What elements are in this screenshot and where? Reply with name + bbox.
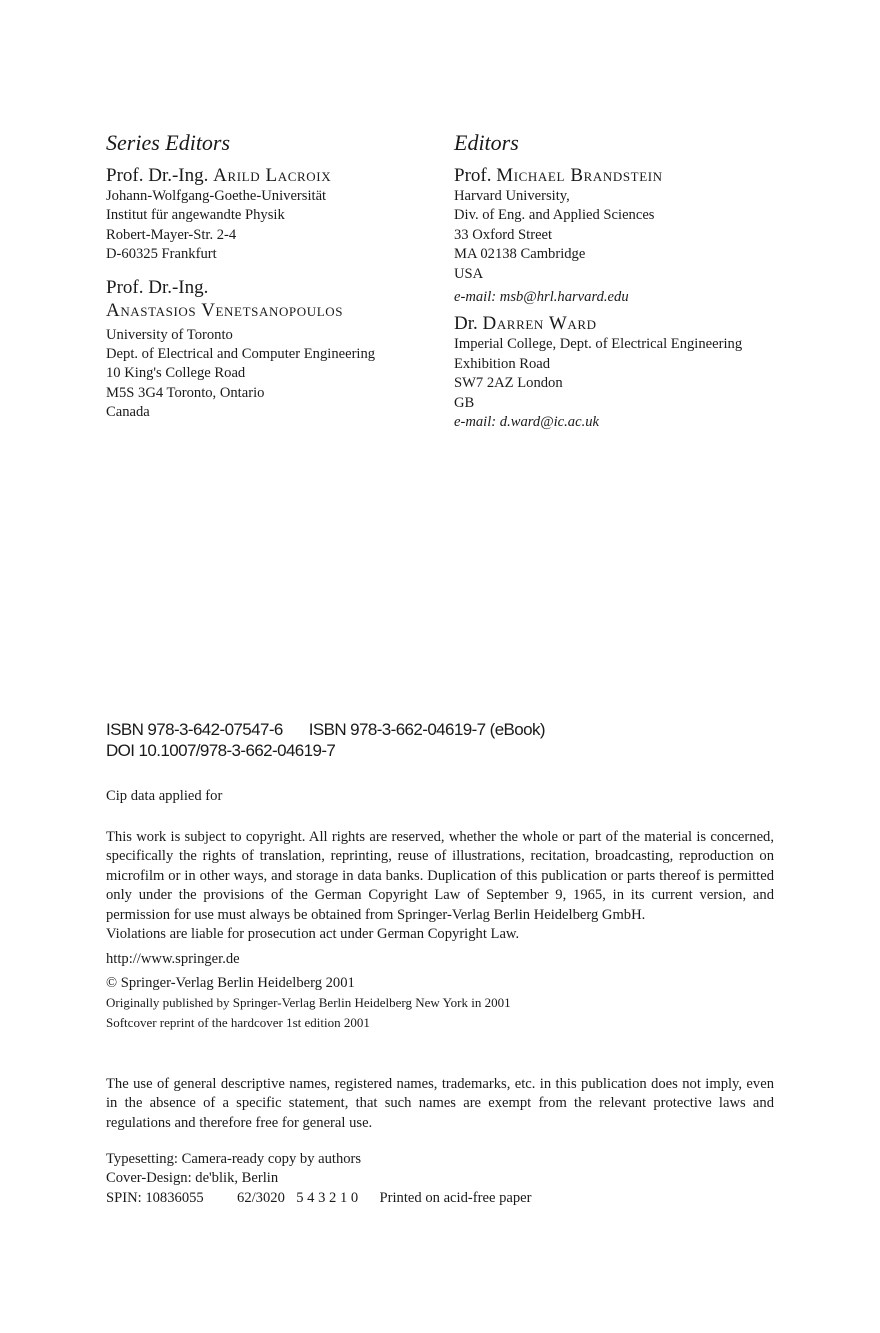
isbn-print: ISBN 978-3-642-07547-6 [106,720,283,739]
violations-notice: Violations are liable for prosecution act under German Copyright Law. [106,926,520,943]
isbn-block [106,719,545,761]
editor-1 [454,164,854,307]
editor-1-email: e-mail: msb@hrl.harvard.edu [454,289,629,306]
address-line: GB [454,394,475,411]
series-editors-heading: Series Editors [106,130,231,155]
address-line: Imperial College, Dept. of Electrical Engineering [454,336,743,353]
trademark-block [106,1075,774,1133]
address-line: 33 Oxford Street [454,226,553,243]
spin-code: 62/3020 [237,1189,285,1206]
editor-2-fullname: Darren Ward [482,313,597,335]
series-editor-1-fullname: Arild Lacroix [213,165,332,186]
series-editors-column [106,130,436,424]
spin-paper: Printed on acid-free paper [379,1189,532,1206]
address-line: USA [454,265,484,282]
address-line: MA 02138 Cambridge [454,246,586,263]
series-editor-2-fullname: Anastasios Venetsanopoulos [106,299,344,321]
editor-2-name [454,312,854,335]
series-editor-2-address [106,326,436,423]
isbn-row [106,719,545,740]
address-line: M5S 3G4 Toronto, Ontario [106,384,265,401]
address-line: Div. of Eng. and Applied Sciences [454,207,655,224]
series-editor-1-address [106,187,436,265]
editor-2 [454,312,854,432]
series-editor-1-title: Prof. Dr.-Ing. [106,165,209,186]
editor-1-fullname: Michael Brandstein [496,165,663,186]
production-block [106,1150,774,1208]
trademark-notice: The use of general descriptive names, registered names, trademarks, etc. in this publication does not imply, even in the absence of a specific statement, that such names are exempt from the relevant protective laws and regulations and therefore free for general use. [106,1076,774,1131]
editors-column [454,130,854,433]
editor-2-address [454,335,854,413]
editor-1-name [454,164,854,187]
address-line: Robert-Mayer-Str. 2-4 [106,226,237,243]
editor-2-title: Dr. [454,313,478,335]
address-line: Harvard University, [454,188,570,204]
cover-design-line: Cover-Design: de'blik, Berlin [106,1170,279,1187]
address-line: Johann-Wolfgang-Goethe-Universität [106,188,327,204]
address-line: Institut für angewandte Physik [106,207,285,224]
series-editor-1 [106,164,436,265]
spin-line [106,1189,774,1208]
editor-2-email: e-mail: d.ward@ic.ac.uk [454,414,600,431]
series-editor-1-name [106,164,436,187]
address-line: 10 King's College Road [106,365,246,382]
editor-1-title: Prof. [454,165,492,186]
address-line: University of Toronto [106,326,233,343]
address-line: Dept. of Electrical and Computer Engineering [106,346,376,363]
doi: DOI 10.1007/978-3-662-04619-7 [106,741,336,760]
originally-published: Originally published by Springer-Verlag Berlin Heidelberg New York in 2001 [106,995,511,1011]
series-editor-2-name [106,299,436,322]
softcover-reprint: Softcover reprint of the hardcover 1st edition 2001 [106,1014,370,1030]
address-line: SW7 2AZ London [454,375,563,392]
publisher-url[interactable]: http://www.springer.de [106,951,240,968]
series-editor-2-title: Prof. Dr.-Ing. [106,276,209,298]
editor-1-address [454,187,854,284]
address-line: Canada [106,404,150,421]
copyright-line: © Springer-Verlag Berlin Heidelberg 2001 [106,974,355,991]
copyright-block [106,828,774,1032]
copyright-notice: This work is subject to copyright. All rights are reserved, whether the whole or part of the material is concerned, specifically the rights of translation, reprinting, reuse of illustrations, recitation, broadcasting, reproduction on microfilm or in other ways, and storage in data banks. Duplication of this publication or parts thereof is permitted only under the provisions of the German Copyright Law of September 9, 1965, in its current version, and permission for use must always be obtained from Springer-Verlag Berlin Heidelberg GmbH. [106,829,774,923]
typesetting-line: Typesetting: Camera-ready copy by authors [106,1151,362,1167]
isbn-ebook: ISBN 978-3-662-04619-7 (eBook) [308,720,545,739]
series-editor-2 [106,276,436,423]
address-line: Exhibition Road [454,355,551,372]
spin-label: SPIN: 10836055 [106,1189,204,1206]
editors-heading: Editors [454,130,519,155]
cip-data: Cip data applied for [106,788,223,804]
spin-digits: 5 4 3 2 1 0 [296,1189,359,1206]
address-line: D-60325 Frankfurt [106,246,217,263]
